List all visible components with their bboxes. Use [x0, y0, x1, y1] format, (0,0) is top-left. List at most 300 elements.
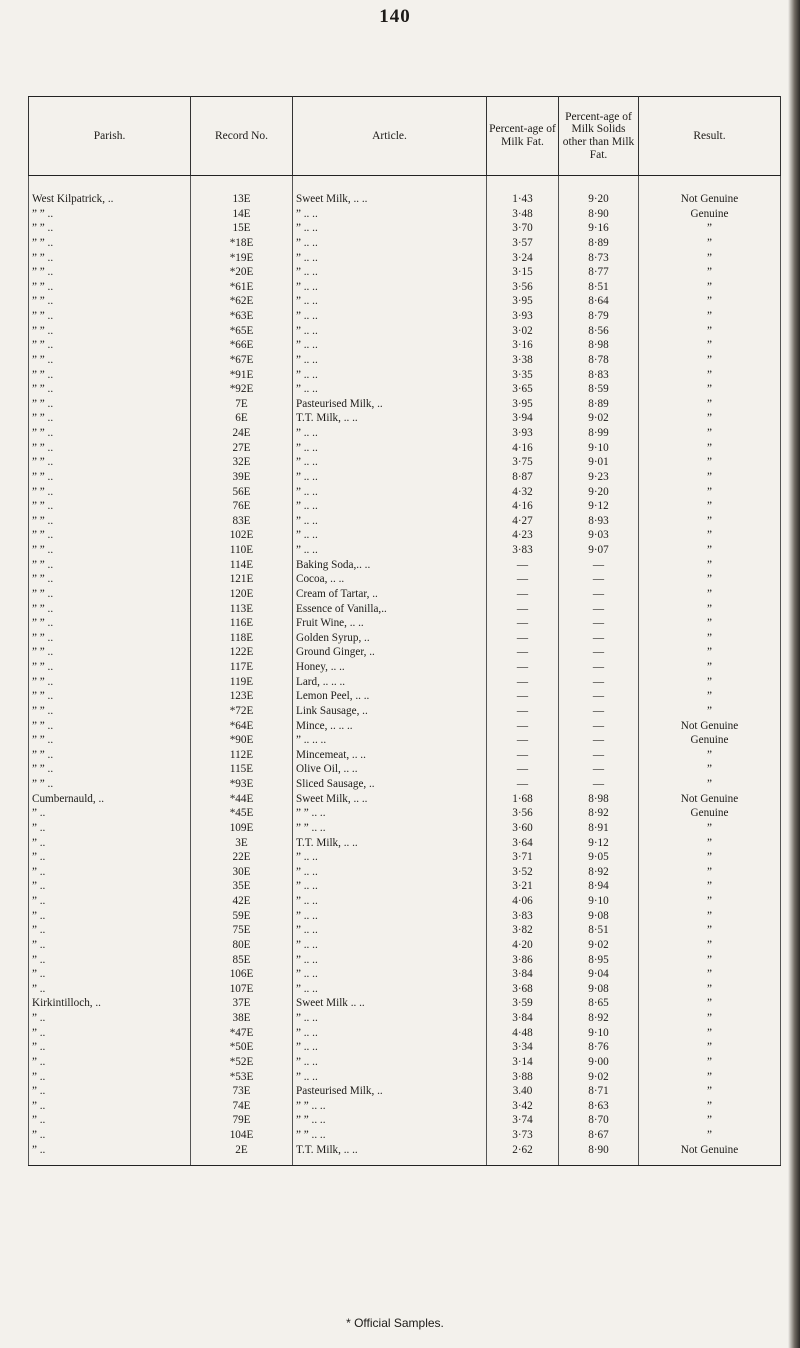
milk-fat-cell: — — [487, 733, 559, 748]
article-cell: ” .. .. — [293, 894, 487, 909]
record-number-cell: 112E — [191, 748, 293, 763]
milk-fat-cell: — — [487, 558, 559, 573]
table-row — [29, 689, 781, 704]
milk-fat-cell: 3·88 — [487, 1070, 559, 1085]
milk-fat-cell: 3·24 — [487, 251, 559, 266]
parish-cell: ” ” .. — [29, 602, 191, 617]
result-cell: ” — [639, 923, 781, 938]
parish-cell: ” .. — [29, 1026, 191, 1041]
table-row — [29, 265, 781, 280]
record-number-cell: 117E — [191, 660, 293, 675]
article-cell: ” .. .. — [293, 251, 487, 266]
table-row — [29, 368, 781, 383]
parish-cell: ” ” .. — [29, 251, 191, 266]
milk-solids-cell: 9·05 — [559, 850, 639, 865]
table-row — [29, 792, 781, 807]
milk-fat-cell: 3·34 — [487, 1040, 559, 1055]
milk-solids-cell: 9·20 — [559, 176, 639, 207]
result-cell: ” — [639, 470, 781, 485]
milk-fat-cell: 3·38 — [487, 353, 559, 368]
record-number-cell: 104E — [191, 1128, 293, 1143]
result-cell: ” — [639, 572, 781, 587]
milk-fat-cell: — — [487, 777, 559, 792]
record-number-cell: *65E — [191, 324, 293, 339]
table-row — [29, 1070, 781, 1085]
article-cell: Golden Syrup, .. — [293, 631, 487, 646]
result-cell: ” — [639, 631, 781, 646]
milk-solids-cell: — — [559, 777, 639, 792]
parish-cell: ” ” .. — [29, 368, 191, 383]
table-row — [29, 865, 781, 880]
milk-fat-cell: 3·64 — [487, 836, 559, 851]
article-cell: ” ” .. .. — [293, 1099, 487, 1114]
parish-cell: Cumbernauld, .. — [29, 792, 191, 807]
milk-fat-cell: 3·84 — [487, 967, 559, 982]
milk-fat-cell: 4·16 — [487, 499, 559, 514]
article-cell: Honey, .. .. — [293, 660, 487, 675]
parish-cell: ” .. — [29, 1113, 191, 1128]
record-number-cell: *50E — [191, 1040, 293, 1055]
milk-fat-cell: 4·32 — [487, 485, 559, 500]
article-cell: ” .. .. — [293, 207, 487, 222]
milk-solids-cell: — — [559, 558, 639, 573]
article-cell: Lemon Peel, .. .. — [293, 689, 487, 704]
record-number-cell: 30E — [191, 865, 293, 880]
article-cell: ” .. .. — [293, 265, 487, 280]
table-row — [29, 176, 781, 207]
table-row — [29, 528, 781, 543]
milk-fat-cell: 1·43 — [487, 176, 559, 207]
milk-solids-cell: 9·04 — [559, 967, 639, 982]
header-article: Article. — [293, 97, 487, 176]
result-cell: ” — [639, 221, 781, 236]
article-cell: ” .. .. — [293, 470, 487, 485]
article-cell: Essence of Vanilla,.. — [293, 602, 487, 617]
record-number-cell: 35E — [191, 879, 293, 894]
record-number-cell: 118E — [191, 631, 293, 646]
table-row — [29, 441, 781, 456]
milk-solids-cell: 8·92 — [559, 1011, 639, 1026]
record-number-cell: 42E — [191, 894, 293, 909]
milk-fat-cell: — — [487, 645, 559, 660]
parish-cell: ” .. — [29, 821, 191, 836]
table-row — [29, 558, 781, 573]
parish-cell: ” ” .. — [29, 660, 191, 675]
milk-fat-cell: 1·68 — [487, 792, 559, 807]
parish-cell: ” .. — [29, 1070, 191, 1085]
parish-cell: ” ” .. — [29, 236, 191, 251]
result-cell: ” — [639, 1026, 781, 1041]
record-number-cell: 38E — [191, 1011, 293, 1026]
milk-fat-cell: 4·48 — [487, 1026, 559, 1041]
milk-fat-cell: 4·23 — [487, 528, 559, 543]
article-cell: ” .. .. — [293, 865, 487, 880]
result-cell: ” — [639, 543, 781, 558]
result-cell: ” — [639, 441, 781, 456]
milk-fat-cell: 3·42 — [487, 1099, 559, 1114]
result-cell: ” — [639, 411, 781, 426]
record-number-cell: 3E — [191, 836, 293, 851]
milk-fat-cell: 3·15 — [487, 265, 559, 280]
parish-cell: ” ” .. — [29, 762, 191, 777]
table-row — [29, 602, 781, 617]
article-cell: ” .. .. — [293, 368, 487, 383]
record-number-cell: 119E — [191, 675, 293, 690]
milk-fat-cell: — — [487, 602, 559, 617]
milk-solids-cell: 9·10 — [559, 1026, 639, 1041]
result-cell: ” — [639, 382, 781, 397]
table-row — [29, 777, 781, 792]
result-cell: ” — [639, 353, 781, 368]
result-cell: ” — [639, 836, 781, 851]
article-cell: Olive Oil, .. .. — [293, 762, 487, 777]
milk-fat-cell: 3·56 — [487, 806, 559, 821]
parish-cell: ” .. — [29, 923, 191, 938]
result-cell: ” — [639, 514, 781, 529]
header-milk-solids: Percent-age of Milk Solids other than Milk Fat. — [559, 97, 639, 176]
milk-fat-cell: 3·52 — [487, 865, 559, 880]
result-cell: ” — [639, 1011, 781, 1026]
article-cell: ” .. .. — [293, 909, 487, 924]
record-number-cell: *52E — [191, 1055, 293, 1070]
parish-cell: ” .. — [29, 1011, 191, 1026]
parish-cell: ” ” .. — [29, 411, 191, 426]
result-cell: ” — [639, 1070, 781, 1085]
header-parish: Parish. — [29, 97, 191, 176]
milk-fat-cell: 3.40 — [487, 1084, 559, 1099]
milk-solids-cell: 8·94 — [559, 879, 639, 894]
milk-solids-cell: 9·02 — [559, 938, 639, 953]
milk-fat-cell: 3·21 — [487, 879, 559, 894]
article-cell: ” .. .. — [293, 1040, 487, 1055]
milk-solids-cell: — — [559, 587, 639, 602]
parish-cell: ” ” .. — [29, 587, 191, 602]
table-row — [29, 572, 781, 587]
record-number-cell: 2E — [191, 1143, 293, 1166]
table-row — [29, 660, 781, 675]
milk-fat-cell: 3·82 — [487, 923, 559, 938]
table-row — [29, 719, 781, 734]
record-number-cell: *44E — [191, 792, 293, 807]
milk-solids-cell: 8·64 — [559, 294, 639, 309]
record-number-cell: 22E — [191, 850, 293, 865]
record-number-cell: *91E — [191, 368, 293, 383]
milk-solids-cell: — — [559, 645, 639, 660]
milk-solids-cell: 8·65 — [559, 996, 639, 1011]
milk-solids-cell: 9·12 — [559, 836, 639, 851]
milk-solids-cell: 8·76 — [559, 1040, 639, 1055]
milk-fat-cell: — — [487, 704, 559, 719]
article-cell: ” .. .. — [293, 1026, 487, 1041]
parish-cell: ” .. — [29, 1055, 191, 1070]
table-row — [29, 967, 781, 982]
article-cell: ” .. .. — [293, 309, 487, 324]
article-cell: Mince, .. .. .. — [293, 719, 487, 734]
result-cell: ” — [639, 426, 781, 441]
result-cell: Not Genuine — [639, 176, 781, 207]
milk-solids-cell: 8·79 — [559, 309, 639, 324]
milk-solids-cell: 8·91 — [559, 821, 639, 836]
article-cell: Pasteurised Milk, .. — [293, 1084, 487, 1099]
milk-fat-cell: 3·73 — [487, 1128, 559, 1143]
milk-solids-cell: 9·03 — [559, 528, 639, 543]
record-number-cell: 83E — [191, 514, 293, 529]
record-number-cell: 107E — [191, 982, 293, 997]
milk-solids-cell: 8·90 — [559, 1143, 639, 1166]
result-cell: ” — [639, 660, 781, 675]
milk-fat-cell: 3·94 — [487, 411, 559, 426]
article-cell: ” .. .. — [293, 221, 487, 236]
article-cell: Sweet Milk .. .. — [293, 996, 487, 1011]
milk-solids-cell: — — [559, 748, 639, 763]
milk-fat-cell: 2·62 — [487, 1143, 559, 1166]
record-number-cell: *61E — [191, 280, 293, 295]
parish-cell: ” ” .. — [29, 777, 191, 792]
result-cell: ” — [639, 265, 781, 280]
article-cell: ” .. .. — [293, 514, 487, 529]
parish-cell: ” .. — [29, 938, 191, 953]
parish-cell: ” ” .. — [29, 221, 191, 236]
milk-fat-cell: 3·60 — [487, 821, 559, 836]
table-row — [29, 675, 781, 690]
record-number-cell: *19E — [191, 251, 293, 266]
article-cell: ” .. .. — [293, 485, 487, 500]
milk-fat-cell: — — [487, 675, 559, 690]
table-row — [29, 1099, 781, 1114]
parish-cell: ” ” .. — [29, 397, 191, 412]
parish-cell: ” .. — [29, 1128, 191, 1143]
milk-solids-cell: 9·12 — [559, 499, 639, 514]
record-number-cell: 85E — [191, 953, 293, 968]
parish-cell: ” ” .. — [29, 426, 191, 441]
table-row — [29, 485, 781, 500]
article-cell: ” .. .. — [293, 455, 487, 470]
parish-cell: ” ” .. — [29, 704, 191, 719]
article-cell: T.T. Milk, .. .. — [293, 1143, 487, 1166]
parish-cell: ” .. — [29, 1084, 191, 1099]
article-cell: ” .. .. — [293, 528, 487, 543]
milk-solids-cell: — — [559, 675, 639, 690]
milk-fat-cell: 3·59 — [487, 996, 559, 1011]
record-number-cell: 76E — [191, 499, 293, 514]
milk-fat-cell: — — [487, 762, 559, 777]
article-cell: ” ” .. .. — [293, 821, 487, 836]
article-cell: ” .. .. — [293, 441, 487, 456]
record-number-cell: 121E — [191, 572, 293, 587]
parish-cell: ” .. — [29, 894, 191, 909]
article-cell: Cream of Tartar, .. — [293, 587, 487, 602]
table-row — [29, 353, 781, 368]
table-row — [29, 455, 781, 470]
result-cell: ” — [639, 1099, 781, 1114]
milk-solids-cell: 9·07 — [559, 543, 639, 558]
table-row — [29, 762, 781, 777]
result-cell: ” — [639, 675, 781, 690]
sample-results-table — [28, 96, 781, 1166]
table-row — [29, 938, 781, 953]
article-cell: Cocoa, .. .. — [293, 572, 487, 587]
article-cell: ” .. .. — [293, 879, 487, 894]
milk-solids-cell: 8·90 — [559, 207, 639, 222]
table-row — [29, 1040, 781, 1055]
record-number-cell: 122E — [191, 645, 293, 660]
record-number-cell: 74E — [191, 1099, 293, 1114]
parish-cell: ” ” .. — [29, 572, 191, 587]
parish-cell: ” ” .. — [29, 338, 191, 353]
milk-solids-cell: 8·78 — [559, 353, 639, 368]
result-cell: ” — [639, 587, 781, 602]
parish-cell: ” ” .. — [29, 382, 191, 397]
result-cell: Genuine — [639, 806, 781, 821]
milk-solids-cell: 9·23 — [559, 470, 639, 485]
milk-solids-cell: 8·51 — [559, 280, 639, 295]
table-row — [29, 251, 781, 266]
record-number-cell: 115E — [191, 762, 293, 777]
milk-fat-cell: 3·57 — [487, 236, 559, 251]
table-row — [29, 879, 781, 894]
table-row — [29, 1084, 781, 1099]
milk-fat-cell: 3·68 — [487, 982, 559, 997]
parish-cell: ” ” .. — [29, 689, 191, 704]
milk-solids-cell: 8·89 — [559, 397, 639, 412]
table-row — [29, 645, 781, 660]
parish-cell: ” .. — [29, 879, 191, 894]
record-number-cell: *92E — [191, 382, 293, 397]
table-row — [29, 543, 781, 558]
milk-solids-cell: — — [559, 631, 639, 646]
table-header-row — [29, 97, 781, 176]
milk-solids-cell: — — [559, 704, 639, 719]
milk-solids-cell: 8·98 — [559, 792, 639, 807]
record-number-cell: *67E — [191, 353, 293, 368]
table-row — [29, 324, 781, 339]
milk-solids-cell: 8·92 — [559, 806, 639, 821]
record-number-cell: *18E — [191, 236, 293, 251]
milk-fat-cell: — — [487, 719, 559, 734]
record-number-cell: *62E — [191, 294, 293, 309]
milk-solids-cell: — — [559, 762, 639, 777]
record-number-cell: *45E — [191, 806, 293, 821]
milk-solids-cell: 8·95 — [559, 953, 639, 968]
milk-fat-cell: 3·84 — [487, 1011, 559, 1026]
milk-solids-cell: — — [559, 602, 639, 617]
parish-cell: ” ” .. — [29, 499, 191, 514]
result-cell: ” — [639, 528, 781, 543]
result-cell: ” — [639, 953, 781, 968]
milk-fat-cell: 4·20 — [487, 938, 559, 953]
parish-cell: ” ” .. — [29, 733, 191, 748]
record-number-cell: *53E — [191, 1070, 293, 1085]
milk-solids-cell: 8·59 — [559, 382, 639, 397]
parish-cell: ” ” .. — [29, 675, 191, 690]
article-cell: ” .. .. — [293, 499, 487, 514]
parish-cell: Kirkintilloch, .. — [29, 996, 191, 1011]
parish-cell: ” ” .. — [29, 441, 191, 456]
table-row — [29, 909, 781, 924]
record-number-cell: *63E — [191, 309, 293, 324]
milk-fat-cell: 3·83 — [487, 543, 559, 558]
result-cell: ” — [639, 324, 781, 339]
article-cell: ” .. .. — [293, 236, 487, 251]
milk-solids-cell: 8·51 — [559, 923, 639, 938]
milk-fat-cell: 3·65 — [487, 382, 559, 397]
milk-solids-cell: 8·92 — [559, 865, 639, 880]
table-row — [29, 499, 781, 514]
record-number-cell: *47E — [191, 1026, 293, 1041]
milk-solids-cell: 9·10 — [559, 441, 639, 456]
record-number-cell: 109E — [191, 821, 293, 836]
result-cell: ” — [639, 602, 781, 617]
article-cell: ” .. .. .. — [293, 733, 487, 748]
article-cell: ” .. .. — [293, 294, 487, 309]
result-cell: ” — [639, 368, 781, 383]
result-cell: Not Genuine — [639, 719, 781, 734]
milk-fat-cell: 3·93 — [487, 309, 559, 324]
header-milk-fat: Percent-age of Milk Fat. — [487, 97, 559, 176]
milk-fat-cell: 3·70 — [487, 221, 559, 236]
result-cell: ” — [639, 251, 781, 266]
result-cell: Not Genuine — [639, 792, 781, 807]
article-cell: ” .. .. — [293, 324, 487, 339]
table-row — [29, 996, 781, 1011]
article-cell: T.T. Milk, .. .. — [293, 836, 487, 851]
milk-fat-cell: 4·27 — [487, 514, 559, 529]
result-cell: ” — [639, 338, 781, 353]
table-row — [29, 953, 781, 968]
table-row — [29, 236, 781, 251]
table-row — [29, 821, 781, 836]
parish-cell: ” .. — [29, 967, 191, 982]
table-row — [29, 733, 781, 748]
parish-cell: ” ” .. — [29, 309, 191, 324]
parish-cell: ” .. — [29, 1040, 191, 1055]
article-cell: Fruit Wine, .. .. — [293, 616, 487, 631]
milk-solids-cell: 8·71 — [559, 1084, 639, 1099]
parish-cell: ” ” .. — [29, 719, 191, 734]
table-row — [29, 280, 781, 295]
article-cell: ” ” .. .. — [293, 806, 487, 821]
result-cell: ” — [639, 236, 781, 251]
table-row — [29, 1143, 781, 1166]
parish-cell: ” .. — [29, 909, 191, 924]
milk-fat-cell: 3·75 — [487, 455, 559, 470]
parish-cell: ” ” .. — [29, 616, 191, 631]
milk-solids-cell: 8·56 — [559, 324, 639, 339]
record-number-cell: 102E — [191, 528, 293, 543]
table-row — [29, 338, 781, 353]
record-number-cell: *64E — [191, 719, 293, 734]
milk-solids-cell: 8·73 — [559, 251, 639, 266]
result-cell: ” — [639, 748, 781, 763]
record-number-cell: 27E — [191, 441, 293, 456]
article-cell: ” .. .. — [293, 382, 487, 397]
result-cell: ” — [639, 499, 781, 514]
record-number-cell: 7E — [191, 397, 293, 412]
parish-cell: ” ” .. — [29, 514, 191, 529]
parish-cell: ” ” .. — [29, 353, 191, 368]
record-number-cell: 106E — [191, 967, 293, 982]
result-cell: ” — [639, 996, 781, 1011]
table-body — [29, 176, 781, 1166]
article-cell: ” ” .. .. — [293, 1128, 487, 1143]
table-row — [29, 221, 781, 236]
record-number-cell: 79E — [191, 1113, 293, 1128]
milk-solids-cell: 8·70 — [559, 1113, 639, 1128]
milk-solids-cell: — — [559, 719, 639, 734]
table-row — [29, 1128, 781, 1143]
milk-solids-cell: 9·02 — [559, 1070, 639, 1085]
milk-solids-cell: 8·63 — [559, 1099, 639, 1114]
